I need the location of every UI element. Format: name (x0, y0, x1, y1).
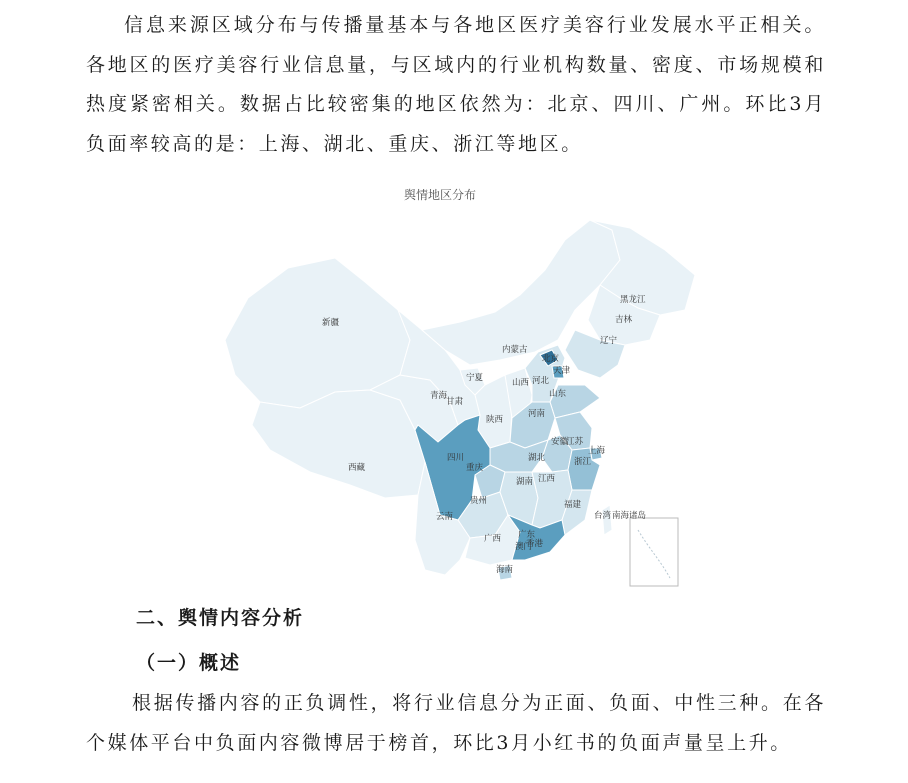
region-label: 台湾 (594, 511, 612, 521)
region-label: 北京 (542, 354, 560, 364)
region-label: 福建 (564, 500, 582, 510)
region-label: 四川 (447, 453, 465, 463)
region-label: 黑龙江 (620, 295, 646, 305)
region-label: 湖南 (516, 477, 534, 487)
region-label: 宁夏 (466, 373, 484, 383)
region-label: 新疆 (322, 318, 340, 328)
region-distribution-figure (160, 180, 720, 590)
region-label: 内蒙古 (502, 345, 528, 355)
south-sea-inset (630, 518, 678, 586)
region-label: 重庆 (466, 463, 484, 473)
region-label: 安徽 (551, 437, 569, 447)
region-label: 浙江 (574, 457, 592, 467)
region-label: 河南 (528, 409, 546, 419)
figure-title: 舆情地区分布 (403, 188, 476, 202)
region-label: 吉林 (615, 315, 633, 325)
region-label: 广东 (518, 530, 536, 540)
overview-paragraph: 根据传播内容的正负调性，将行业信息分为正面、负面、中性三种。在各个媒体平台中负面内容微博居于榜首，环比3月小红书的负面声量呈上升。 (86, 692, 826, 754)
region-label: 贵州 (470, 496, 488, 506)
region-label: 澳门 (515, 542, 533, 552)
region-label: 上海 (588, 446, 606, 456)
region-label: 西藏 (348, 463, 366, 473)
region-label: 江苏 (566, 437, 584, 447)
region-label: 辽宁 (600, 336, 618, 346)
region-label: 云南 (436, 512, 454, 522)
region-label: 天津 (553, 366, 571, 376)
region-label: 海南 (496, 565, 514, 575)
region-label: 香港 (526, 539, 544, 549)
region-label: 陕西 (486, 415, 504, 425)
region-label: 青海 (430, 391, 448, 401)
region-label: 湖北 (528, 453, 546, 463)
intro-paragraph: 信息来源区域分布与传播量基本与各地区医疗美容行业发展水平正相关。各地区的医疗美容行业信息量，与区域内的行业机构数量、密度、市场规模和热度紧密相关。数据占比较密集的地区依然为：北京、四川、广州。环比3月负面率较高的是：上海、湖北、重庆、浙江等地区。 (86, 14, 826, 155)
region-label: 河北 (532, 376, 550, 386)
region-xizang (252, 390, 425, 498)
region-label: 广西 (484, 534, 502, 544)
region-label: 甘肃 (446, 397, 464, 407)
subsection-heading-overview: （一）概述 (136, 652, 242, 674)
region-label: 山东 (549, 389, 567, 399)
section-heading-content-analysis: 二、舆情内容分析 (136, 607, 305, 629)
region-label: 江西 (538, 474, 556, 484)
region-label: 南海诸岛 (612, 511, 647, 521)
region-label: 山西 (512, 378, 530, 388)
